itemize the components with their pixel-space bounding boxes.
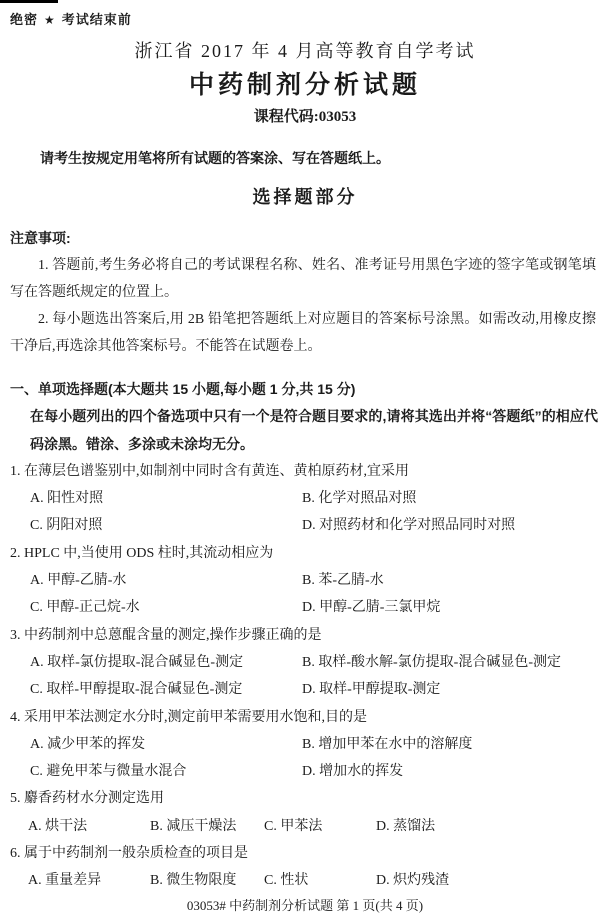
course-code: 课程代码:03053 (253, 109, 357, 125)
question-stem: 5. 麝香药材水分测定选用 (10, 791, 164, 807)
option-c: C. 甲醇-正己烷-水 (30, 600, 140, 616)
question-stem: 3. 中药制剂中总蒽醌含量的测定,操作步骤正确的是 (10, 627, 322, 643)
question-1 (0, 458, 610, 540)
question-options (30, 485, 610, 540)
option-a: A. 重量差异 (28, 873, 102, 889)
option-a: A. 取样-氯仿提取-混合碱显色-测定 (30, 654, 244, 670)
question-stem: 2. HPLC 中,当使用 ODS 柱时,其流动相应为 (10, 545, 274, 561)
option-d: D. 炽灼残渣 (376, 873, 450, 889)
question-6 (0, 840, 610, 895)
answer-instruction: 请考生按规定用笔将所有试题的答案涂、写在答题纸上。 (40, 150, 390, 166)
star-icon: ★ (44, 13, 56, 27)
question-3 (0, 622, 610, 704)
option-a: A. 阳性对照 (30, 491, 104, 507)
page-title: 中药制剂分析试题 (188, 71, 421, 99)
option-d: D. 增加水的挥发 (302, 764, 404, 780)
question-stem: 6. 属于中药制剂一般杂质检查的项目是 (10, 846, 248, 862)
note-item-1: 1. 答题前,考生务必将自己的考试课程名称、姓名、准考证号用黑色字迹的签字笔或钢笔填写在答题纸规定的位置上。 (10, 258, 596, 300)
option-d: D. 甲醇-乙腈-三氯甲烷 (302, 600, 441, 616)
option-b: B. 增加甲苯在水中的溶解度 (302, 736, 473, 752)
question-4 (0, 704, 610, 786)
option-a: A. 减少甲苯的挥发 (30, 736, 146, 752)
security-banner (0, 0, 610, 28)
option-c: C. 避免甲苯与微量水混合 (30, 764, 187, 780)
phase-label: 考试结束前 (61, 12, 132, 27)
option-d: D. 对照药材和化学对照品同时对照 (302, 518, 516, 534)
notes-title: 注意事项: (10, 230, 71, 246)
notes-block (10, 225, 596, 360)
option-a: A. 甲醇-乙腈-水 (30, 573, 127, 589)
page-footer: 03053# 中药制剂分析试题 第 1 页(共 4 页) (186, 898, 424, 913)
question-options (28, 867, 610, 894)
question-2 (0, 540, 610, 622)
part-one-instructions: 在每小题列出的四个备选项中只有一个是符合题目要求的,请将其选出并将“答题纸”的相应代码涂黑。错涂、多涂或未涂均无分。 (30, 408, 598, 452)
question-5 (0, 785, 610, 840)
question-options (30, 731, 610, 786)
option-c: C. 取样-甲醇提取-混合碱显色-测定 (30, 682, 243, 698)
option-c: C. 性状 (264, 873, 309, 889)
question-options (30, 567, 610, 622)
option-a: A. 烘干法 (28, 818, 88, 834)
classification-label: 绝密 (10, 12, 39, 27)
option-b: B. 苯-乙腈-水 (302, 573, 384, 589)
scan-artifact (0, 0, 58, 3)
option-c: C. 甲苯法 (264, 818, 323, 834)
option-b: B. 微生物限度 (150, 873, 237, 889)
part-one-heading: 一、单项选择题(本大题共 15 小题,每小题 1 分,共 15 分) (10, 381, 356, 397)
section-title: 选择题部分 (252, 187, 358, 207)
option-b: B. 化学对照品对照 (302, 491, 417, 507)
option-b: B. 减压干燥法 (150, 818, 237, 834)
note-item-2: 2. 每小题选出答案后,用 2B 铅笔把答题纸上对应题目的答案标号涂黑。如需改动,用橡皮擦干净后,再选涂其他答案标号。不能答在试题卷上。 (10, 312, 596, 354)
question-options (28, 813, 610, 840)
option-d: D. 取样-甲醇提取-测定 (302, 682, 441, 698)
question-stem: 1. 在薄层色谱鉴别中,如制剂中同时含有黄连、黄柏原药材,宜采用 (10, 463, 409, 479)
option-b: B. 取样-酸水解-氯仿提取-混合碱显色-测定 (302, 654, 561, 670)
option-d: D. 蒸馏法 (376, 818, 436, 834)
question-options (30, 649, 610, 704)
question-section (0, 376, 610, 895)
exam-session-title: 浙江省 2017 年 4 月高等教育自学考试 (134, 41, 476, 61)
question-stem: 4. 采用甲苯法测定水分时,测定前甲苯需要用水饱和,目的是 (10, 709, 367, 725)
option-c: C. 阴阳对照 (30, 518, 103, 534)
